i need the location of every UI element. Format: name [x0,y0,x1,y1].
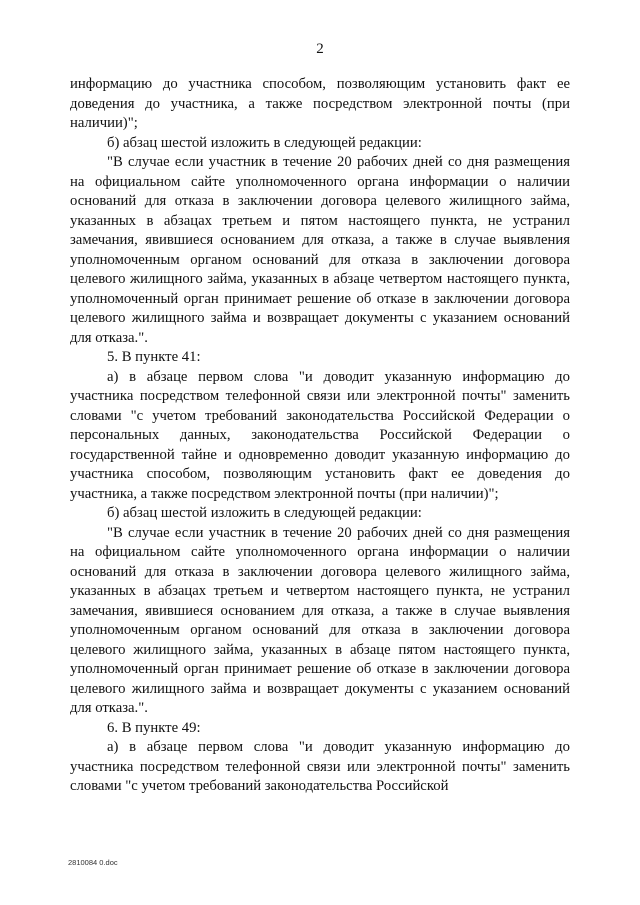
paragraph: б) абзац шестой изложить в следующей редакции: [107,134,422,151]
paragraph: "В случае если участник в течение 20 рабочих дней со дня размещения на официальном сайте уполномоченного органа информации о наличии оснований для отказа в заключении договора целевого жилищного займа, указанных в абзацах третьем и пятом настоящего пункта, не устранил замечания, явившиеся основанием для отказа, а также в случае выявления уполномоченным органом оснований для отказа в заключении договора целевого жилищного займа, указанных в абзаце четвертом настоящего пункта, уполномоченный орган принимает решение об отказе в заключении договора целевого жилищного займа и возвращает документы с указанием оснований для отказа.". [70,154,570,346]
paragraph: 6. В пункте 49: [107,719,201,736]
footer-document-code: 2810084 0.doc [68,858,118,867]
paragraph: 5. В пункте 41: [107,349,201,365]
paragraph: а) в абзаце первом слова "и доводит указанную информацию до участника посредством телефонной связи или электронной почты" заменить словами "с учетом требований законодательства Российской [70,739,570,794]
paragraph: информацию до участника способом, позволяющим установить факт ее доведения до участника, а также посредством электронной почты (при наличии)"; [70,76,570,131]
paragraph: б) абзац шестой изложить в следующей редакции: [107,505,422,521]
paragraph: а) в абзаце первом слова "и доводит указанную информацию до участника посредством телефонной связи или электронной почты" заменить словами "с учетом требований законодательства Российской Федерации о персональных данных, законодательства Российской Федерации о государственной тайне и одновременно доводит указанную информацию до участника способом, позволяющим установить факт ее доведения до участника, а также посредством электронной почты (при наличии)"; [70,368,570,502]
page-number: 2 [316,41,324,57]
paragraph: "В случае если участник в течение 20 рабочих дней со дня размещения на официальном сайте уполномоченного органа информации о наличии оснований для отказа в заключении договора целевого жилищного займа, указанных в абзацах третьем и четвертом настоящего пункта, не устранил замечания, явившиеся основанием для отказа, а также в случае выявления уполномоченным органом оснований для отказа в заключении договора целевого жилищного займа, указанных в абзаце пятом настоящего пункта, уполномоченный орган принимает решение об отказе в заключении договора целевого жилищного займа и возвращает документы с указанием оснований для отказа.". [70,524,570,716]
document-body [70,75,570,797]
